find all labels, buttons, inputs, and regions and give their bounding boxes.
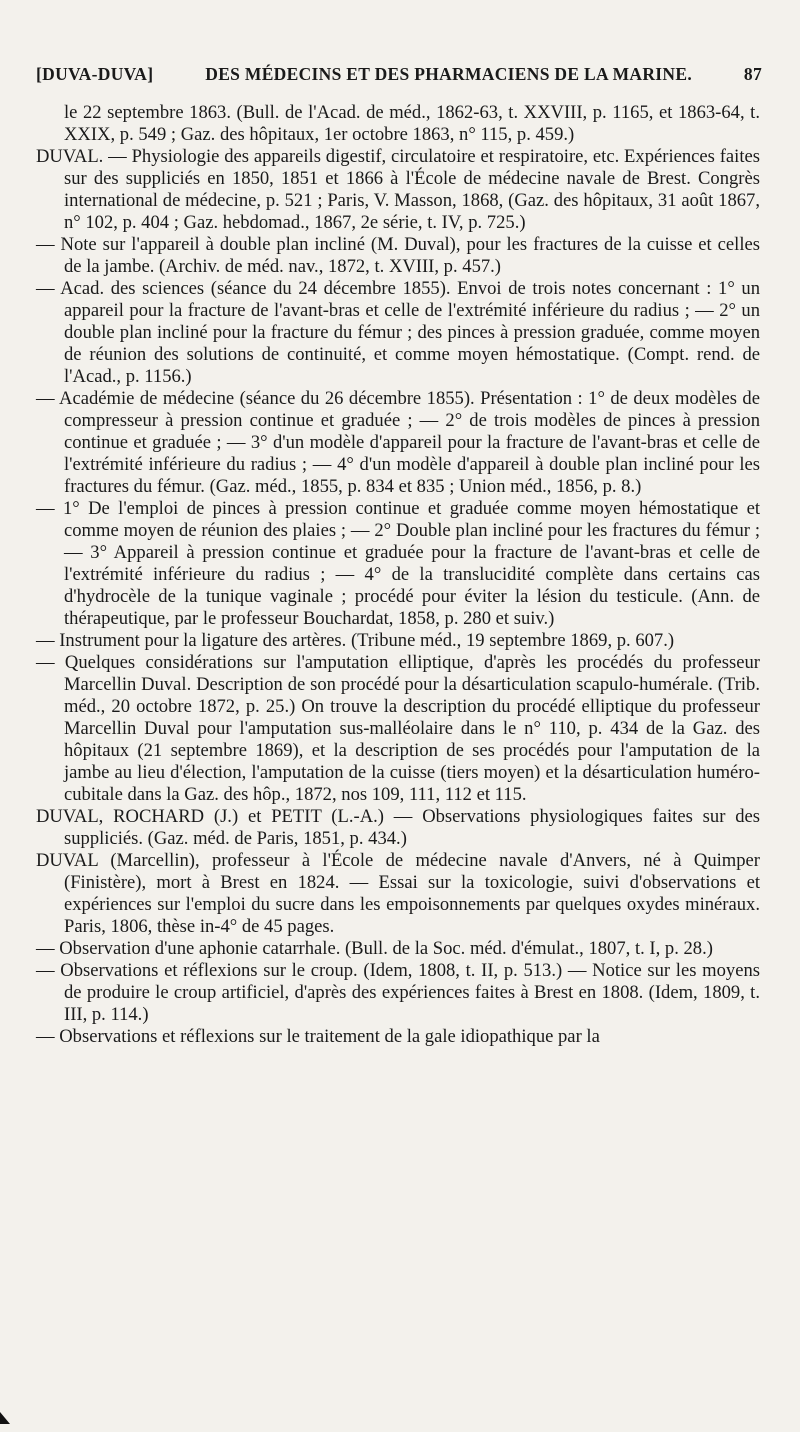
page-number: 87 [743,64,762,84]
paragraph-9: DUVAL, ROCHARD (J.) et PETIT (L.-A.) — Observations physiologiques faites sur des suppliciés. (Gaz. méd. de Paris, 1851, p. 434.) [36,806,760,849]
scan-corner-mark [0,1412,10,1424]
paragraph-4: — Acad. des sciences (séance du 24 décembre 1855). Envoi de trois notes concernant : 1° un appareil pour la fracture de l'avant-bras et celle de l'extrémité inférieure du radius ; — 2° un double plan incliné pour la fracture du fémur ; des pinces à pression graduée, comme moyen de réunion des solutions de continuité, et comme moyen hémostatique. (Compt. rend. de l'Acad., p. 1156.) [36,278,760,387]
header-title: DES MÉDECINS ET DES PHARMACIENS DE LA MARINE. [205,64,692,84]
paragraph-13: — Observations et réflexions sur le traitement de la gale idiopathique par la [36,1026,600,1047]
paragraph-7: — Instrument pour la ligature des artères. (Tribune méd., 19 septembre 1869, p. 607.) [36,630,675,651]
paragraph-5: — Académie de médecine (séance du 26 décembre 1855). Présentation : 1° de deux modèles de compresseur à pression continue et graduée ; — 2° de trois modèles de pinces à pression continue et graduée ; — 3° d'un modèle d'appareil pour la fracture de l'avant-bras et celle de l'extrémité inférieure du radius ; — 4° d'un modèle d'appareil à double plan incliné pour les fractures du fémur. (Gaz. méd., 1855, p. 834 et 835 ; Union méd., 1856, p. 8.) [36,388,760,497]
page-header [36,64,762,85]
paragraph-11: — Observation d'une aphonie catarrhale. (Bull. de la Soc. méd. d'émulat., 1807, t. I, p. 28.) [36,938,713,959]
paragraph-1: le 22 septembre 1863. (Bull. de l'Acad. de méd., 1862-63, t. XXVIII, p. 1165, et 1863-64, t. XXIX, p. 549 ; Gaz. des hôpitaux, 1er octobre 1863, n° 115, p. 459.) [64,102,760,145]
paragraph-8: — Quelques considérations sur l'amputation elliptique, d'après les procédés du professeur Marcellin Duval. Description de son procédé pour la désarticulation scapulo-humérale. (Trib. méd., 20 octobre 1872, p. 25.) On trouve la description du procédé elliptique du professeur Marcellin Duval pour l'amputation sus-malléolaire dans le n° 110, p. 434 de la Gaz. des hôpitaux (21 septembre 1869), et la description de ses procédés pour l'amputation de la jambe au lieu d'élection, l'amputation de la cuisse (tiers moyen) et la désarticulation huméro-cubitale dans la Gaz. des hôp., 1872, nos 109, 111, 112 et 115. [36,652,760,805]
paragraph-10: DUVAL (Marcellin), professeur à l'École de médecine navale d'Anvers, né à Quimper (Finistère), mort à Brest en 1824. — Essai sur la toxicologie, suivi d'observations et expériences sur l'emploi du sucre dans les empoisonnements par quelques oxydes minéraux. Paris, 1806, thèse in-4° de 45 pages. [36,850,760,937]
paragraph-12: — Observations et réflexions sur le croup. (Idem, 1808, t. II, p. 513.) — Notice sur les moyens de produire le croup artificiel, d'après des expériences faites à Brest en 1808. (Idem, 1809, t. III, p. 114.) [36,960,760,1025]
paragraph-3: — Note sur l'appareil à double plan incliné (M. Duval), pour les fractures de la cuisse et celles de la jambe. (Archiv. de méd. nav., 1872, t. XVIII, p. 457.) [36,234,760,277]
paragraph-6: — 1° De l'emploi de pinces à pression continue et graduée comme moyen hémostatique et comme moyen de réunion des plaies ; — 2° Double plan incliné pour les fractures du fémur ; — 3° Appareil à pression continue et graduée pour la fracture de l'avant-bras et celle de l'extrémité inférieure du radius ; — 4° de la translucidité complète dans certains cas d'hydrocèle de la tunique vaginale ; procédé pour éviter la lésion du testicule. (Ann. de thérapeutique, par le professeur Bouchardat, 1858, p. 280 et suiv.) [36,498,760,629]
page-body [36,102,760,1048]
header-range: [DUVA-DUVA] [36,64,154,84]
paragraph-2: DUVAL. — Physiologie des appareils digestif, circulatoire et respiratoire, etc. Expériences faites sur des suppliciés en 1850, 1851 et 1866 à l'École de médecine navale de Brest. Congrès international de médecine, p. 521 ; Paris, V. Masson, 1868, (Gaz. des hôpitaux, 31 août 1867, n° 102, p. 404 ; Gaz. hebdomad., 1867, 2e série, t. IV, p. 725.) [36,146,760,233]
